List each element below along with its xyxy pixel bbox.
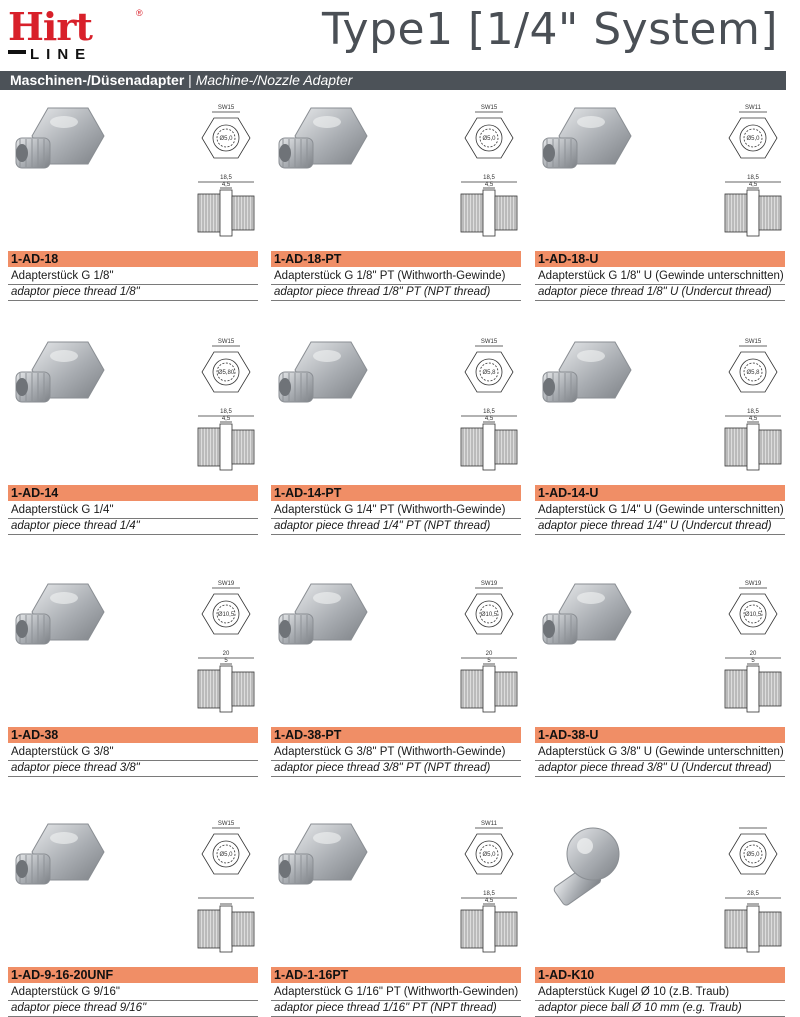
product-description-de: Adapterstück G 1/8" U (Gewinde unterschnitten) — [538, 270, 784, 282]
product-code: 1-AD-38-PT — [271, 727, 521, 743]
product-code: 1-AD-38-U — [535, 727, 785, 743]
registered-mark: ® — [136, 8, 143, 18]
length-dimension-label: 18,5 — [483, 891, 495, 897]
technical-drawing — [461, 112, 517, 236]
hex-adapter-icon — [279, 342, 367, 402]
section-title-de: Maschinen-/Düsenadapter — [10, 72, 185, 88]
row-divider — [8, 534, 258, 535]
product-code: 1-AD-14-PT — [271, 485, 521, 501]
product-description-en: adaptor piece thread 1/4" PT (NPT thread) — [274, 520, 491, 532]
wrench-size-label: SW11 — [745, 105, 761, 111]
hex-width-dimension-label: 4,5 — [484, 416, 494, 422]
wrench-size-label: SW15 — [217, 105, 235, 111]
product-code: 1-AD-18-U — [535, 251, 785, 267]
hex-width-dimension-label: 4,5 — [748, 182, 758, 188]
product-description-de: Adapterstück G 3/8" PT (Withworth-Gewinde) — [274, 746, 506, 758]
wrench-size-label: SW15 — [217, 339, 235, 345]
product-card — [271, 814, 521, 1014]
product-card — [535, 574, 785, 774]
product-description-de: Adapterstück G 1/4" — [11, 504, 114, 516]
length-dimension-label: 18,5 — [220, 175, 232, 181]
technical-drawing — [725, 588, 781, 712]
product-visual — [8, 98, 258, 250]
hex-width-dimension-label: 4,5 — [221, 182, 231, 188]
hex-adapter-icon — [543, 108, 631, 168]
length-dimension-label: 18,5 — [483, 409, 495, 415]
hex-adapter-icon — [16, 342, 104, 402]
length-dimension-label: 18,5 — [747, 175, 759, 181]
product-visual — [8, 814, 258, 966]
ball-adapter-icon — [553, 828, 619, 907]
hex-width-dimension-label: 4,5 — [484, 182, 494, 188]
product-card — [8, 814, 258, 1014]
page-header — [0, 0, 800, 72]
product-visual — [271, 332, 521, 484]
product-code: 1-AD-1-16PT — [271, 967, 521, 983]
hex-adapter-icon — [543, 584, 631, 644]
hex-adapter-icon — [16, 108, 104, 168]
row-divider — [535, 776, 785, 777]
product-visual — [8, 332, 258, 484]
bore-diameter-label: Ø5,0 — [219, 852, 233, 858]
hex-width-dimension-label: 5 — [487, 658, 491, 664]
product-description-de: Adapterstück G 1/4" PT (Withworth-Gewinde) — [274, 504, 506, 516]
product-description-en: adaptor piece thread 1/8" U (Undercut thread) — [538, 286, 772, 298]
product-visual — [8, 574, 258, 726]
bore-diameter-label: Ø10,5 — [217, 612, 235, 618]
page-title: Type1 [1/4" System] — [322, 4, 778, 55]
bore-diameter-label: Ø5,0 — [482, 852, 496, 858]
bore-diameter-label: Ø5,80 — [217, 370, 235, 376]
technical-drawing — [725, 828, 781, 952]
bore-diameter-label: Ø5,8 — [746, 370, 760, 376]
product-description-en: adaptor piece thread 1/4" U (Undercut thread) — [538, 520, 772, 532]
product-description-en: adaptor piece thread 3/8" U (Undercut thread) — [538, 762, 772, 774]
section-heading — [0, 71, 786, 90]
product-description-de: Adapterstück G 1/4" U (Gewinde unterschnitten) — [538, 504, 784, 516]
product-description-de: Adapterstück G 9/16" — [11, 986, 120, 998]
technical-drawing — [461, 828, 517, 952]
product-description-de: Adapterstück G 1/8" — [11, 270, 114, 282]
row-divider — [535, 534, 785, 535]
product-description-en: adaptor piece thread 1/4" — [11, 520, 140, 532]
technical-drawing — [198, 346, 254, 470]
product-visual — [271, 98, 521, 250]
product-code: 1-AD-18-PT — [271, 251, 521, 267]
hex-adapter-icon — [16, 584, 104, 644]
product-grid — [8, 98, 786, 1014]
row-divider — [271, 300, 521, 301]
bore-diameter-label: Ø5,0 — [482, 136, 496, 142]
row-divider — [271, 534, 521, 535]
section-title-en: Machine-/Nozzle Adapter — [195, 72, 353, 88]
hirt-line-logo — [8, 6, 148, 62]
bore-diameter-label: Ø5,0 — [746, 136, 760, 142]
product-card — [8, 98, 258, 298]
product-visual — [271, 814, 521, 966]
row-divider — [271, 776, 521, 777]
hex-adapter-icon — [279, 584, 367, 644]
product-visual — [535, 574, 785, 726]
product-code: 1-AD-14-U — [535, 485, 785, 501]
technical-drawing — [198, 112, 254, 236]
length-dimension-label: 18,5 — [747, 409, 759, 415]
product-description-en: adaptor piece thread 3/8" — [11, 762, 140, 774]
hex-adapter-icon — [279, 108, 367, 168]
wrench-size-label: SW15 — [217, 821, 235, 827]
product-code: 1-AD-14 — [8, 485, 258, 501]
product-description-en: adaptor piece thread 1/8" — [11, 286, 140, 298]
technical-drawing — [725, 346, 781, 470]
product-card — [535, 814, 785, 1014]
wrench-size-label: SW19 — [480, 581, 498, 587]
hex-width-dimension-label: 4,5 — [484, 898, 494, 904]
row-divider — [8, 776, 258, 777]
wrench-size-label: SW19 — [744, 581, 762, 587]
product-card — [8, 332, 258, 532]
section-separator: | — [184, 72, 196, 88]
product-description-en: adaptor piece thread 1/16" PT (NPT thread) — [274, 1002, 497, 1014]
hex-adapter-icon — [16, 824, 104, 884]
product-visual — [535, 332, 785, 484]
product-visual — [535, 814, 785, 966]
length-dimension-label: 18,5 — [483, 175, 495, 181]
product-description-de: Adapterstück G 3/8" — [11, 746, 114, 758]
logo-rule — [8, 50, 26, 54]
wrench-size-label: SW15 — [480, 105, 498, 111]
product-description-de: Adapterstück G 3/8" U (Gewinde unterschnitten) — [538, 746, 784, 758]
product-description-de: Adapterstück Kugel Ø 10 (z.B. Traub) — [538, 986, 730, 998]
wrench-size-label: SW15 — [744, 339, 762, 345]
hex-adapter-icon — [543, 342, 631, 402]
product-card — [8, 574, 258, 774]
length-dimension-label: 20 — [749, 651, 757, 657]
technical-drawing — [461, 588, 517, 712]
technical-drawing — [198, 828, 254, 952]
product-card — [535, 332, 785, 532]
logo-brand: Hirt — [8, 4, 92, 49]
technical-drawing — [198, 588, 254, 712]
wrench-size-label: SW19 — [217, 581, 235, 587]
product-card — [271, 332, 521, 532]
product-code: 1-AD-38 — [8, 727, 258, 743]
product-visual — [535, 98, 785, 250]
bore-diameter-label: Ø5,0 — [746, 852, 760, 858]
row-divider — [535, 300, 785, 301]
hex-width-dimension-label: 5 — [224, 658, 228, 664]
technical-drawing — [725, 112, 781, 236]
product-description-de: Adapterstück G 1/16" PT (Withworth-Gewinden) — [274, 986, 519, 998]
bore-diameter-label: Ø10,5 — [480, 612, 498, 618]
bore-diameter-label: Ø10,5 — [744, 612, 762, 618]
hex-width-dimension-label: 5 — [751, 658, 755, 664]
product-description-en: adaptor piece thread 3/8" PT (NPT thread) — [274, 762, 491, 774]
product-card — [535, 98, 785, 298]
length-dimension-label: 20 — [485, 651, 493, 657]
product-code: 1-AD-18 — [8, 251, 258, 267]
product-visual — [271, 574, 521, 726]
hex-width-dimension-label: 4,5 — [221, 416, 231, 422]
product-description-en: adaptor piece thread 1/8" PT (NPT thread) — [274, 286, 491, 298]
product-description-de: Adapterstück G 1/8" PT (Withworth-Gewinde) — [274, 270, 506, 282]
row-divider — [8, 300, 258, 301]
hex-adapter-icon — [279, 824, 367, 884]
wrench-size-label: SW15 — [480, 339, 498, 345]
product-card — [271, 574, 521, 774]
length-dimension-label: 28,5 — [747, 891, 759, 897]
product-code: 1-AD-K10 — [535, 967, 785, 983]
product-description-en: adaptor piece thread 9/16" — [11, 1002, 147, 1014]
length-dimension-label: 18,5 — [220, 409, 232, 415]
product-description-en: adaptor piece ball Ø 10 mm (e.g. Traub) — [538, 1002, 742, 1014]
product-card — [271, 98, 521, 298]
bore-diameter-label: Ø5,8 — [482, 370, 496, 376]
technical-drawing — [461, 346, 517, 470]
bore-diameter-label: Ø5,0 — [219, 136, 233, 142]
hex-width-dimension-label: 4,5 — [748, 416, 758, 422]
product-code: 1-AD-9-16-20UNF — [8, 967, 258, 983]
length-dimension-label: 20 — [222, 651, 230, 657]
wrench-size-label: SW11 — [481, 821, 497, 827]
logo-subbrand: LINE — [30, 46, 93, 63]
